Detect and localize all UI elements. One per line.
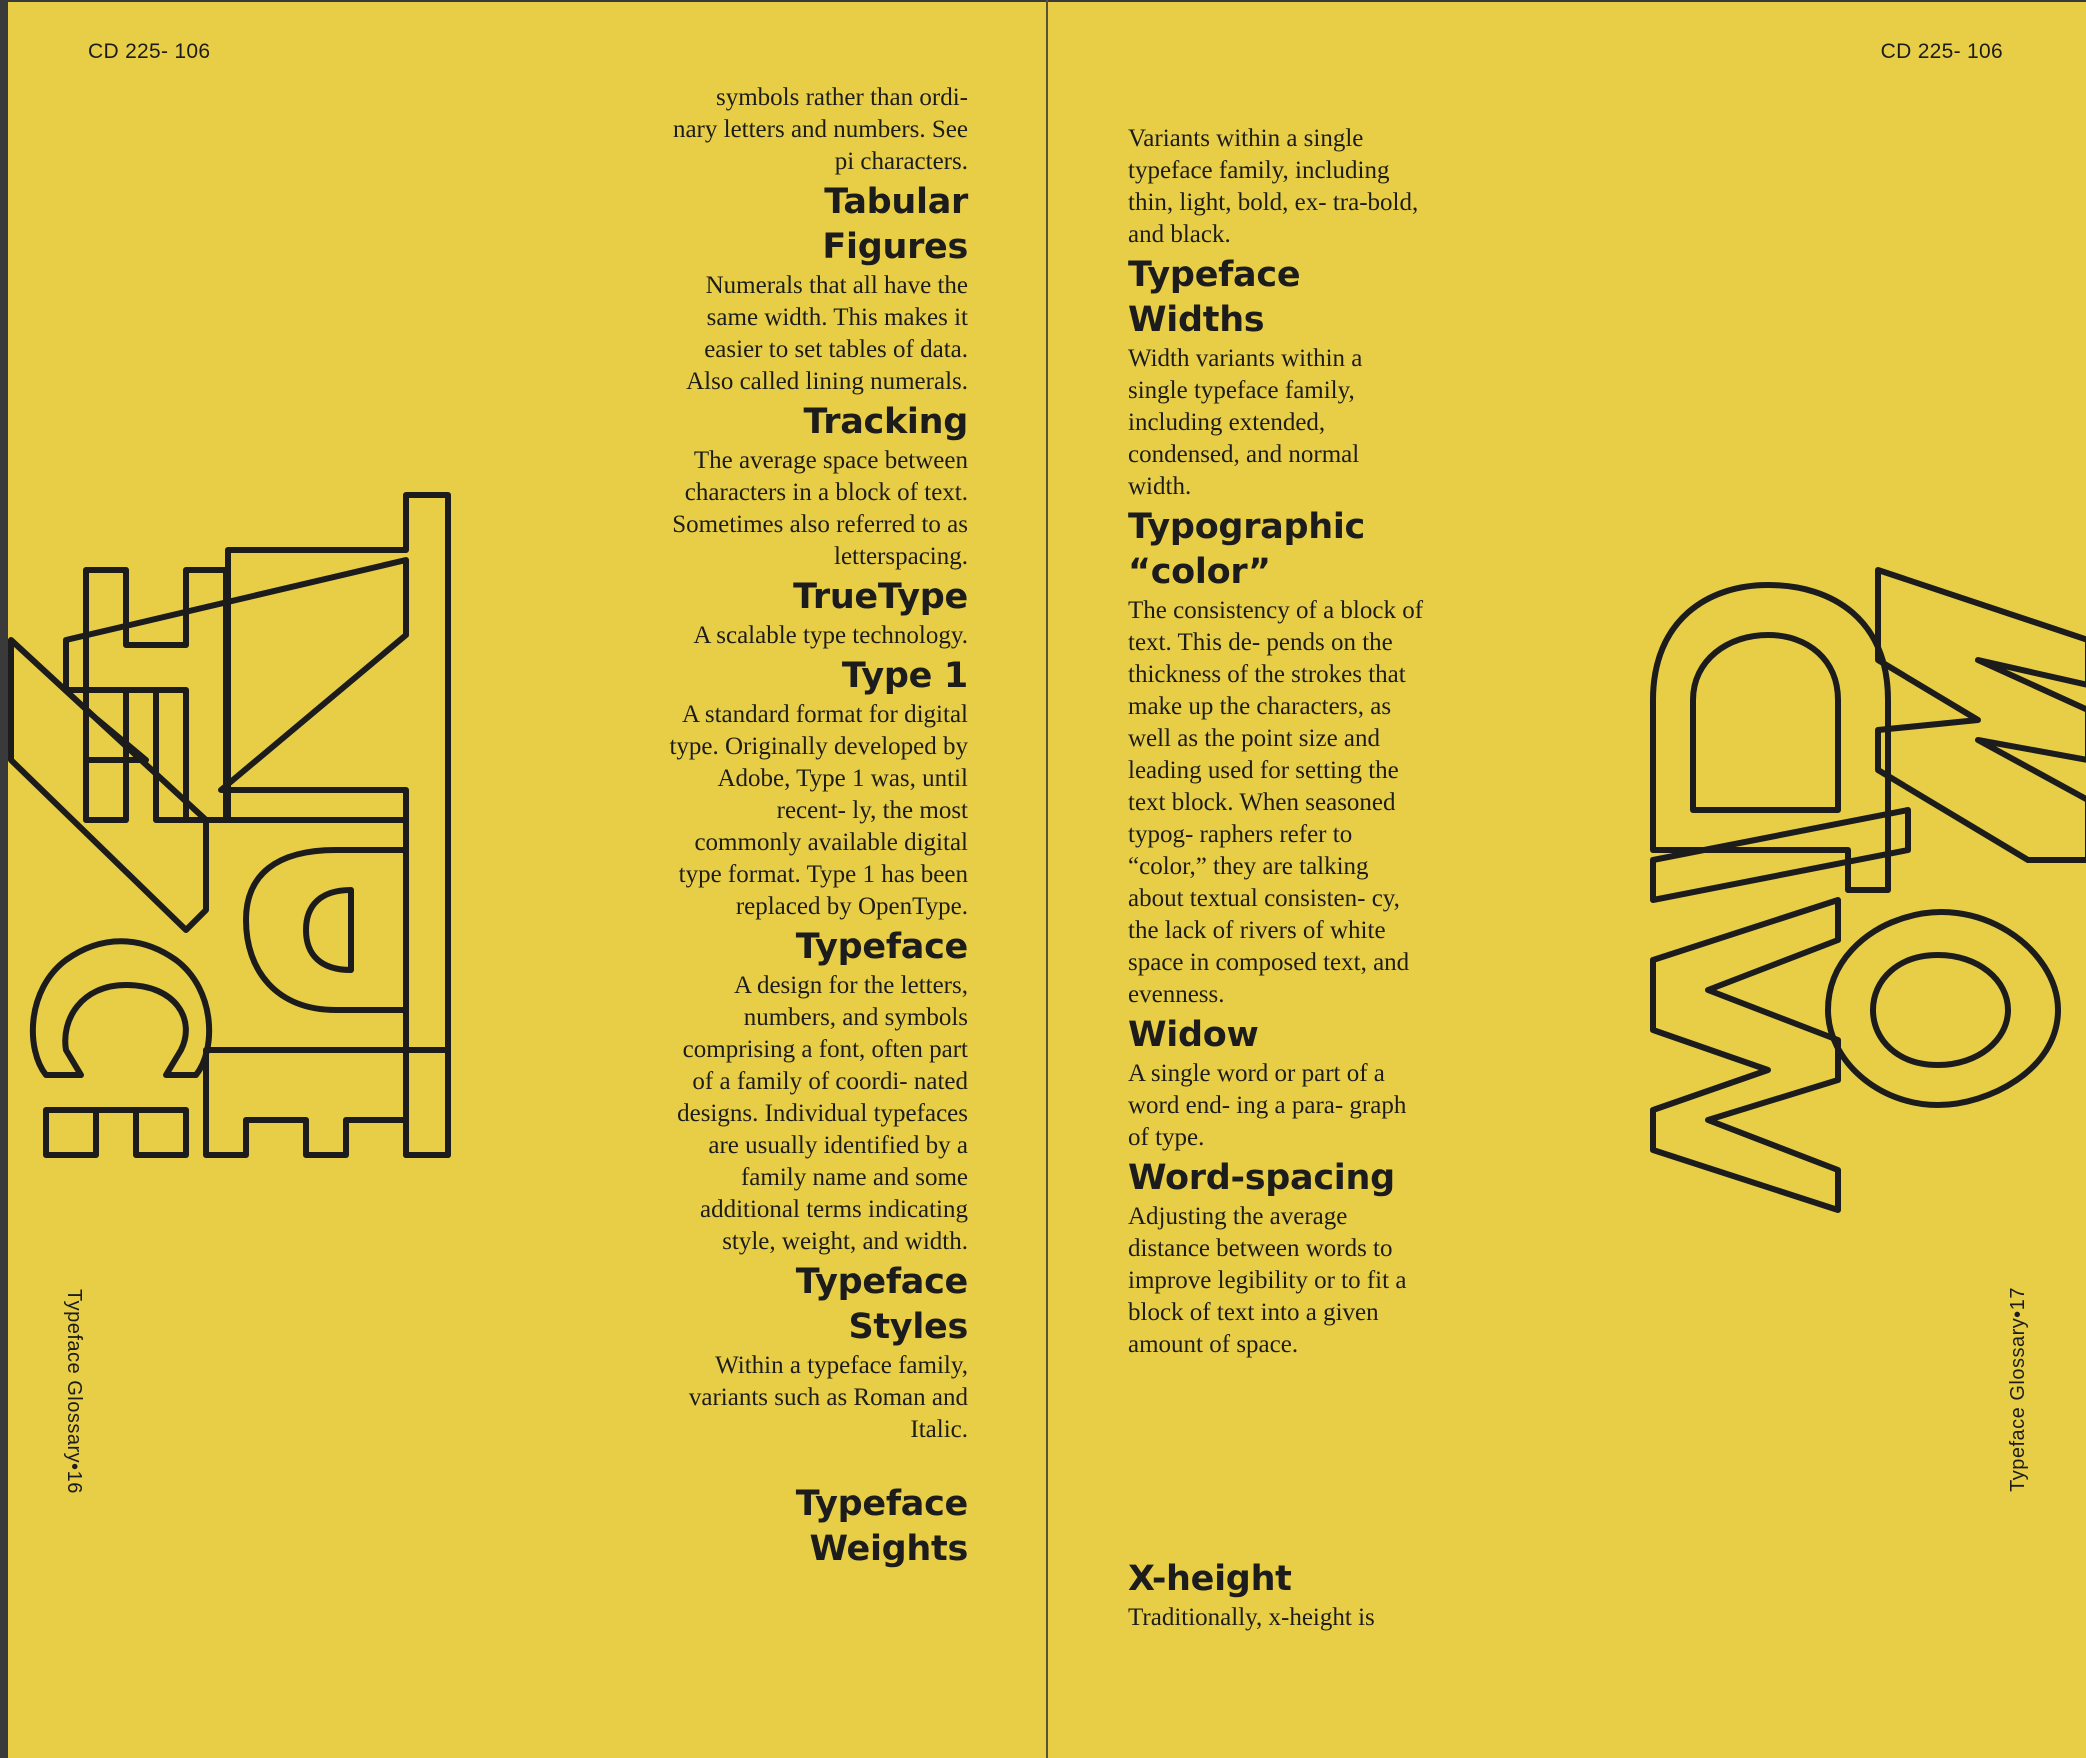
x-height-entry — [1128, 1555, 1468, 1634]
term-tracking: Tracking — [803, 402, 968, 442]
term-type-1: Type 1 — [841, 656, 968, 696]
definition-word-spacing: Adjusting the average distance between words to improve legibility or to fit a block of text into a given amount of space. — [1128, 1203, 1407, 1358]
course-code-left: CD 225- 106 — [88, 40, 211, 63]
footer-left — [62, 1289, 85, 1494]
definition-x-height: Traditionally, x-height is — [1128, 1604, 1375, 1631]
footer-right-page-number: 17 — [2007, 1287, 2029, 1311]
right-intro-text: Variants within a single typeface family, including thin, light, bold, ex- tra-bold, and black. — [1128, 125, 1419, 248]
term-truetype: TrueType — [793, 577, 968, 617]
term-typeface-widths: Typeface Widths — [1128, 255, 1301, 340]
term-typeface: Typeface — [795, 927, 968, 967]
top-edge-line — [0, 0, 2086, 2]
widow-outline-art — [1648, 560, 2086, 1260]
footer-right — [2007, 1287, 2030, 1492]
term-widow: Widow — [1128, 1015, 1259, 1055]
definition-typeface-widths: Width variants within a single typeface family, including extended, condensed, and normal width. — [1128, 345, 1363, 500]
definition-tabular-figures: Numerals that all have the same width. This makes it easier to set tables of data. Also called lining numerals. — [686, 272, 968, 395]
right-glossary-column — [1128, 123, 1428, 1361]
left-intro-text: symbols rather than ordi- nary letters and numbers. See pi characters. — [672, 84, 968, 175]
footer-right-dot: • — [2007, 1310, 2029, 1318]
term-typographic-color: Typographic “color” — [1128, 507, 1365, 592]
definition-widow: A single word or part of a word end- ing a para- graph of type. — [1128, 1060, 1407, 1151]
course-code-right: CD 225- 106 — [1880, 40, 2003, 63]
definition-tracking: The average space between characters in a block of text. Sometimes also referred to as letterspacing. — [672, 447, 968, 570]
definition-type-1: A standard format for digital type. Originally developed by Adobe, Type 1 was, until recent- ly, the most commonly available digital type format. Type 1 has been replaced by OpenType. — [669, 701, 968, 920]
typeface-outline-art — [6, 490, 466, 1190]
term-typeface-styles: Typeface Styles — [795, 1262, 968, 1347]
definition-typeface-styles: Within a typeface family, variants such as Roman and Italic. — [688, 1352, 968, 1443]
footer-right-title: Typeface Glossary — [2007, 1317, 2029, 1492]
term-x-height: X-height — [1128, 1559, 1292, 1599]
page-spine — [1046, 0, 1048, 1758]
definition-typographic-color: The consistency of a block of text. This de- pends on the thickness of the strokes that make up the characters, as well as the point size and leading used for setting the text block. When seasoned typog- raphers refer to “color,” they are talking about textual consisten- cy, the lack of rivers of white space in composed text, and evenness. — [1128, 597, 1424, 1008]
left-glossary-column — [668, 82, 968, 1572]
footer-left-dot: • — [63, 1463, 85, 1471]
definition-truetype: A scalable type technology. — [693, 622, 968, 649]
definition-typeface: A design for the letters, numbers, and symbols comprising a font, often part of a family of coordi- nated designs. Individual typefaces are usually identified by a family name and some additional terms indicating style, weight, and width. — [677, 972, 968, 1255]
term-word-spacing: Word-spacing — [1128, 1158, 1395, 1198]
term-tabular-figures: Tabular Figures — [822, 182, 968, 267]
footer-left-title: Typeface Glossary — [63, 1289, 85, 1464]
footer-left-page-number: 16 — [63, 1470, 85, 1494]
term-typeface-weights: Typeface Weights — [795, 1484, 968, 1569]
